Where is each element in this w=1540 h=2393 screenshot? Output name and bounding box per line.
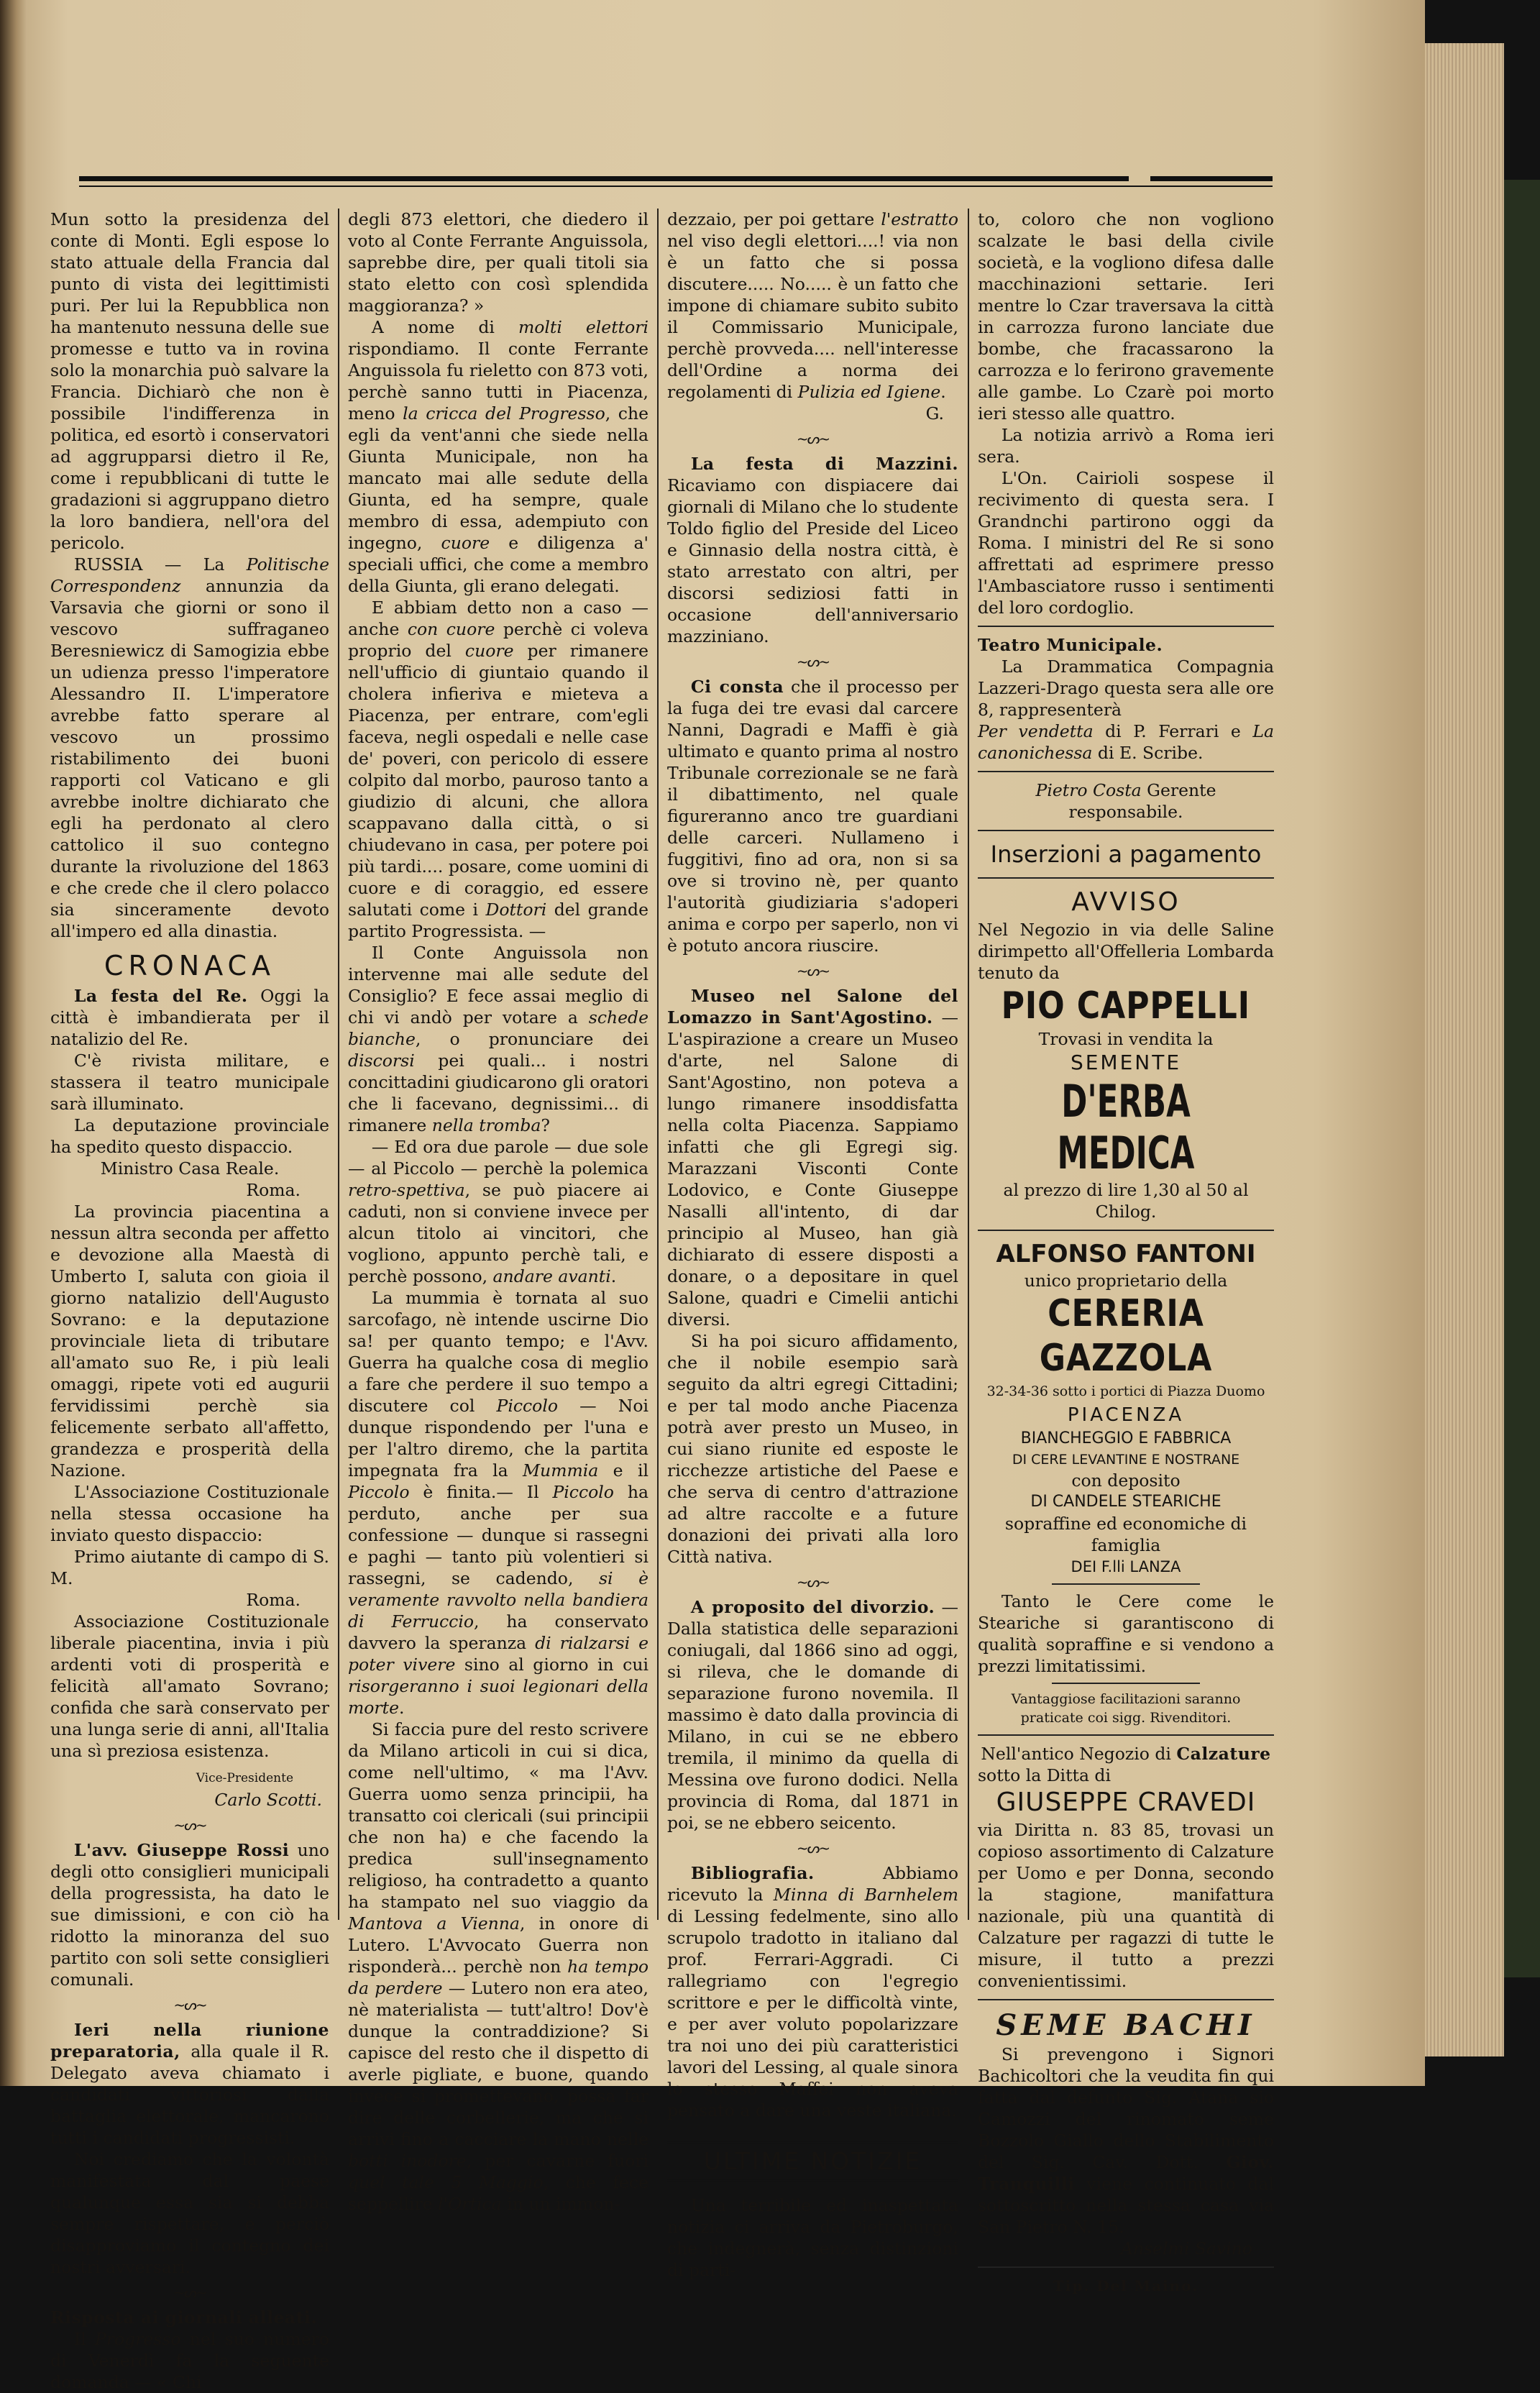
ornament-divider: ~ᔕ~ — [173, 1816, 206, 1834]
text-span: , che egli da vent'anni che siede nella Giunta Municipale, non ha mancato mai alle sedute della Giunta, ed ha sempre, quale membro di essa, adempiuto con ingegno, — [348, 403, 648, 553]
text-span: si è veramente ravvolto nella bandiera di Ferruccio — [348, 1568, 648, 1632]
text-span: alla quale il R. Delegato aveva chiamato i candidati vittoriosi dalla battaglia elettorale, mancarono tutti i candidati progressisti. — [50, 2041, 329, 2148]
signature: Anselmi Savino — [1120, 2238, 1252, 2259]
text-span: e diligenza a' speciali uffici, che come a membro della Giunta, gli erano delegati. — [348, 533, 649, 596]
text-span: uno degli otto consiglieri municipali della progressista, ha dato le sue dimissioni, e con ciò ha ridotto la minoranza del suo partito con soli sette consiglieri comunali. — [50, 1840, 330, 1990]
text-span: risorgeranno i suoi legionari della morte — [348, 1676, 648, 1718]
text-span: Abbiamo ricevuto la — [667, 1863, 958, 1905]
article-heading: Ci consta — [690, 677, 784, 697]
ornament-divider: ~ᔕ~ — [173, 1996, 206, 2013]
text-span: , ha conservato davvero la speranza — [348, 1611, 648, 1653]
divider-line — [978, 1999, 1274, 2000]
article-paragraph — [50, 2328, 329, 2393]
text-span: Piccolo — [348, 1482, 410, 1502]
article-paragraph — [50, 554, 329, 942]
ad-text: DI CERE LEVANTINE E NOSTRANE — [1012, 1452, 1240, 1468]
ad-name — [978, 984, 1274, 1028]
left-page-edge — [0, 0, 27, 2086]
divider-line — [978, 830, 1274, 831]
text-span: Piccolo — [496, 1396, 558, 1416]
text-span: Il — [73, 2329, 95, 2349]
article-heading: La festa di Mazzini. — [690, 454, 958, 474]
ad-pio-cappelli — [978, 886, 1274, 1222]
ad-heading: AVVISO — [1071, 887, 1181, 917]
text-span: La mummia è tornata al suo sarcofago, nè intende uscirne Dio sa! per quanto tempo; e l'Avv. Guerra ha qualche cosa di meglio a fare che perdere il suo tempo a discutere col — [348, 1288, 648, 1416]
text-span: D'ERBA MEDICA — [1057, 1075, 1195, 1179]
signature: Carlo Scotti. — [214, 1790, 322, 1810]
text-span: dezzaio, per poi gettare — [667, 209, 881, 229]
text-span: di Lessing fedelmente, sino allo scrupolo tradotto in italiano dal prof. Ferrari-Aggradi. Ci rallegriamo con l'egregio scrittore e per le difficoltà vinte, e per aver voluto popolarizzare tra noi uno dei più caratteristici lavori del Lessing, al quale sinora lo stesso Maffei non aveva pensato a dare una veste italiana. — [667, 1906, 958, 2120]
section-title-ultime-notizie: ULTIME NOTIZIE — [667, 2141, 958, 2182]
text-span: Calzature — [1176, 1744, 1271, 1764]
column-4 — [978, 209, 1274, 2297]
ad-name: ALFONSO FANTONI — [996, 1240, 1256, 1268]
article-heading-line — [50, 2307, 329, 2328]
article-paragraph: degli 873 elettori, che diedero il voto al Conte Ferrante Anguissola, saprebbe dire, per quali titoli sia stato eletto con così splendida maggioranza? » — [348, 209, 648, 316]
text-span: , che fece seppellire — [348, 2172, 648, 2214]
text-span: . — [610, 1266, 617, 1286]
divider-line — [978, 1230, 1274, 1231]
article-heading: Bibliografia. — [690, 1863, 815, 1883]
text-span: — L'aspirazione a creare un Museo d'arte, nel Salone di Sant'Agostino, non poteva a lungo rimanere insoddisfatta nella colta Piacenza. Sappiamo infatti che gli Egregi sig. Marazzani Visconti Conte Lodovico, e Conte Giuseppe Nasalli all'intento, di dar principio al Museo, han già dichiarato di essere disposti a donare, o a depositare in quel Salone, quadri e Cimelii antichi diversi. — [667, 1007, 958, 1330]
article-paragraph: Si ha poi sicuro affidamento, che il nobile esempio sarà seguito da altri egregi Cittadini; e per tal modo anche Piacenza potrà aver presto un Museo, in cui siano riunite ed esposte le ricchezze artistiche del Paese e che serva di centro d'attrazione ad altre raccolte e a future donazioni dei privati alla loro Città nativa. — [667, 1331, 958, 1567]
text-span: — Ed ora due parole — due sole — al Piccolo — perchè la polemica — [348, 1137, 648, 1179]
text-span: , in onore di Lutero. L'Avvocato Guerra non risponderà... perchè non — [348, 1913, 648, 1977]
article-paragraph — [50, 985, 329, 1050]
text-span: CERERIA GAZZOLA — [1039, 1292, 1213, 1380]
article-heading: Ieri nella riunione preparatoria, — [50, 2020, 329, 2062]
text-span: di E. Scribe. — [1092, 743, 1204, 763]
text-span: A nome di — [371, 317, 518, 337]
text-span: rispondiamo. Il conte Ferrante Anguissola fu rieletto con 873 voti, perchè sanno tutti in Piacenza, meno — [348, 339, 648, 424]
text-span: ha tempo da perdere — [348, 1957, 648, 1998]
text-span: l'estratto — [881, 209, 958, 229]
divider-line — [978, 1734, 1274, 1736]
ad-text — [978, 1743, 1274, 1765]
ornament-divider: ~ᔕ~ — [796, 962, 830, 979]
text-span: — Lutero non era ateo, nè materialista — tutt'altro! Dov'è dunque la contraddizione? Si capisce del resto che il dispetto di averle pigliate, e buone, quando invece si promettevano, possa far dire delle corbellerie, ma che si arrivi fino a cacciare la mano nelle — [348, 1978, 648, 2149]
text-span: quel tale 5 Maggio — [348, 2172, 544, 2192]
article-paragraph: to, coloro che non vogliono scalzate le basi della civile società, e la vogliono difesa dalle macchinazioni settarie. Ieri mentre lo Czar traversava la città in carrozza furono lanciate due bombe, che fracassarono la carrozza e lo ferirono gravemente alle gambe. Lo Czarè poi morto ieri stesso alle quattro. — [978, 209, 1274, 424]
article-paragraph: La notizia arrivò a Roma ieri sera. — [978, 425, 1274, 467]
text-span: sino al giorno in cui — [455, 1655, 648, 1675]
article-heading: Teatro Municipale. — [978, 635, 1163, 655]
text-span: schede bianche — [348, 1007, 648, 1049]
text-span: viene continuato dal sottoscritto nella stessa casa via San Pietro N. 15. — [978, 2174, 1274, 2237]
article-paragraph — [667, 985, 958, 1330]
article-paragraph — [348, 316, 648, 597]
article-paragraph — [348, 597, 648, 942]
ad-price: al prezzo di lire 1,30 al 50 al Chilog. — [1003, 1180, 1249, 1222]
text-span: ? — [541, 1115, 551, 1135]
telegram-address: Ministro Casa Reale. — [100, 1158, 280, 1179]
top-rule-main — [79, 176, 1129, 181]
article-heading: Museo nel Salone del Lomazzo in Sant'Agostino. — [667, 986, 958, 1028]
column-separator — [968, 209, 969, 1920]
divider-line — [1052, 1583, 1200, 1585]
text-span: . — [399, 1698, 405, 1718]
ornament-divider: ~ᔕ~ — [796, 653, 830, 670]
article-paragraph — [978, 720, 1274, 764]
section-title-cronaca: CRONACA — [104, 950, 276, 982]
ornament-divider: ~ᔕ~ — [796, 430, 830, 447]
text-span: . — [940, 382, 946, 402]
text-span: La canonichessa — [978, 721, 1274, 763]
ad-cereria-gazzola — [978, 1238, 1274, 1727]
ad-text: via Diritta n. 83 85, trovasi un copioso assortimento di Calzature per Uomo e per Donna, secondo la stagione, manifattura nazionale, più una quantità di Calzature per ragazzi di tutte le misure, il tutto a prezzi convenientissimi. — [978, 1820, 1274, 1991]
signature: G. — [925, 403, 944, 424]
text-span: Giov. Tranquilli — [978, 2152, 1274, 2194]
book-spine — [1504, 180, 1540, 1977]
page-block-edge — [1425, 43, 1504, 2056]
column-2 — [348, 209, 648, 2215]
responsible-manager — [978, 779, 1274, 823]
text-span: nel suo numero di Venerdì fa la seguente domanda — « Chi — [50, 2329, 329, 2392]
printer-imprint: Tip. Del Maino. — [1053, 2277, 1199, 2294]
article-paragraph: Mun sotto la presidenza del conte di Monti. Egli espose lo stato attuale della Francia dal punto di vista dei legittimisti puri. Per lui la Repubblica non ha mantenuto nessuna delle sue promesse e tutto va in rovina solo la monarchia può salvare la Francia. Dichiarò che non è possibile l'indifferenza in politica, ed esortò i conservatori ad aggrupparsi dietro il Re, come i repubblicani di tutte le gradazioni si aggruppano dietro la loro bandiera, nell'ora del pericolo. — [50, 209, 329, 553]
ad-text: unico proprietario della — [1024, 1271, 1228, 1291]
article-paragraph: Una terribile ed inaspettata notizia ci arriva da Pietroburgo, che indegnerà, senza distinzioni di parti- — [667, 2195, 958, 2280]
text-span: Pietro Costa — [1035, 780, 1142, 800]
telegram-address: Primo aiutante di campo di S. M. — [50, 1547, 329, 1588]
ad-text: SEMENTE — [1070, 1051, 1182, 1074]
text-span: ha perduto, anche per sua confessione — dunque si rassegni e paghi — tanto più volentieri si rassegni, se cadendo, — [348, 1482, 648, 1588]
article-paragraph — [667, 676, 958, 956]
text-span: del grande partito Progressista. — — [348, 900, 649, 941]
telegram-city: Roma. — [246, 1180, 301, 1200]
telegram-city: Roma. — [246, 1590, 301, 1610]
text-span: e il — [598, 1460, 648, 1481]
text-span: annunzia da Varsavia che giorni or sono il vescovo suffraganeo Beresniewicz di Samogizia ebbe un udienza presso l'imperatore Alessandro II. L'imperatore avrebbe fatto sperare al vescovo un prossimo ristabilimento dei buoni rapporti col Vaticano e gli avrebbe inoltre dichiarato che egli ha perdonato al clero cattolico il suo contegno durante la rivoluzione del 1863 e che crede che il clero polacco sia sinceramente devoto all'impero ed alla dinastia. — [50, 576, 329, 941]
article-paragraph: La Drammatica Compagnia Lazzeri-Drago questa sera alle ore 8, rappresenterà — [978, 656, 1274, 720]
article-paragraph — [667, 1862, 958, 2121]
ad-text: sotto la Ditta di — [978, 1765, 1111, 1785]
text-span: Piccolo — [552, 1482, 614, 1502]
ad-text: DEI F.lli LANZA — [1071, 1558, 1181, 1575]
divider-line — [978, 626, 1274, 627]
article-paragraph: La deputazione provinciale ha spedito questo dispaccio. — [50, 1115, 329, 1157]
text-span: nel viso degli elettori....! via non è un fatto che si possa discutere..... No..... è un fatto che impone di chiamare subito subito il Commissario Municipale, perchè provveda.... nell'interesse dell'Ordine a norma dei regolamenti di — [667, 231, 958, 402]
text-span: RUSSIA — La — [73, 554, 247, 575]
text-span: che il processo per la fuga dei tre evasi dal carcere Nanni, Dagradi e Maffi è già ultimato e quanto prima al nostro Tribunale correzionale se ne farà il dibattimento, nel quale figureranno anco tre guardiani delle carceri. Nullameno i fuggitivi, fino ad ora, non si sa ove si trovino nè, per quanto l'autorità giudiziaria s'adoperi anima e corpo per saperlo, non vi è potuto ancora riuscire. — [667, 677, 958, 956]
text-span: Mantova a Vienna — [348, 1913, 520, 1934]
ad-seme-bachi — [978, 2008, 1274, 2259]
ads-section-title: Inserzioni a pagamento — [990, 841, 1262, 868]
article-heading: A proposito del divorzio. — [690, 1597, 935, 1617]
article-paragraph — [348, 942, 648, 1136]
top-rule-thin — [79, 186, 1273, 187]
article-paragraph — [348, 1719, 648, 2215]
text-span: Il Conte Anguissola non intervenne mai alle sedute del Consiglio? E fece assai meglio di chi vi andò per votare a — [348, 943, 648, 1028]
ad-address: 32-34-36 sotto i portici di Piazza Duomo — [986, 1383, 1265, 1399]
signature-title: Vice-Presidente — [196, 1771, 293, 1785]
divider-line — [978, 771, 1274, 772]
article-paragraph — [50, 1839, 329, 1990]
article-paragraph — [667, 209, 958, 403]
text-span: nella tromba — [431, 1115, 541, 1135]
text-span: Mummia — [523, 1460, 599, 1481]
ad-text: sopraffine ed economiche di famiglia — [1004, 1514, 1247, 1555]
text-span: Politische Correspondenz — [50, 554, 329, 596]
article-paragraph — [348, 1287, 648, 1719]
text-span: di P. Ferrari e — [1093, 721, 1253, 741]
text-span: E abbiam detto non a caso — anche — [348, 598, 648, 639]
text-span: la cricca del Progresso — [403, 403, 605, 424]
ad-text — [978, 2044, 1274, 2238]
article-heading: La festa del Re. — [73, 986, 248, 1006]
text-span: Ricaviamo con dispiacere dai giornali di Milano che lo studente Toldo figlio del Preside del Liceo e Ginnasio della nostra città, è stato arrestato con altri, per discorsi sediziosi fatti in occasione dell'anniversario mazziniano. — [667, 475, 958, 646]
ad-text: BIANCHEGGIO E FABBRICA — [1020, 1429, 1232, 1447]
divider-line — [978, 877, 1274, 879]
ad-text: con deposito — [1071, 1470, 1181, 1491]
text-span: di rialzarsi e poter vivere — [348, 1633, 648, 1675]
text-span: — Noi dunque rispondendo per l'una e per l'altro diremo, che la partita impegnata fra la — [348, 1396, 648, 1481]
text-span: pei quali... i nostri concittadini giudicarono gli oratori che li facevano, degnissimi... di rimanere — [348, 1051, 648, 1135]
ornament-divider: ~ᔕ~ — [796, 1573, 830, 1591]
text-span: Dottori — [485, 900, 547, 920]
article-paragraph: Associazione Costituzionale liberale piacentina, invia i più ardenti voti di prosperità e felicità all'amato Sovrano; confida che sarà conservato per una lunga serie di anni, all'Italia una sì preziosa esistenza. — [50, 1611, 329, 1761]
text-span: Nell'antico Negozio di — [981, 1744, 1177, 1764]
top-rule-right — [1150, 176, 1273, 181]
ornament-divider: ~ᔕ~ — [796, 1839, 830, 1857]
article-paragraph: C'è rivista militare, e stassera il teatro municipale sarà illuminato. — [50, 1051, 329, 1114]
ad-text: Nel Negozio in via delle Saline dirimpetto all'Offelleria Lombarda tenuto da — [978, 920, 1274, 983]
text-span: l'Ortica — [438, 2194, 502, 2214]
ad-name — [978, 1291, 1274, 1381]
text-span: Pulizia ed Igiene — [797, 382, 941, 402]
ad-name: GIUSEPPE CRAVEDI — [996, 1788, 1256, 1817]
text-span: PIO CAPPELLI — [1001, 984, 1251, 1028]
text-span: Gerente responsabile. — [1068, 780, 1216, 822]
article-heading-line — [978, 634, 1274, 656]
text-span: Si faccia pure del resto scrivere da Milano articoli in cui si dica, come nell'ultimo, « ma l'Avv. Guerra uomo senza principii, ha transatto coi clericali (sui principii che non ha) e che facendo la predica sull'insegnamento religioso, ha contradetto a quanto ha stampato nel suo viaggio da — [348, 1719, 648, 1912]
article-heading: L'avv. Giuseppe Rossi — [73, 1840, 290, 1860]
ad-city: PIACENZA — [1067, 1404, 1185, 1426]
text-span: — Dalla statistica delle separazioni coniugali, dal 1866 sino ad oggi, si rileva, che le domande di separazione furono novemila. Il massimo è dato dalla provincia di Milano, in cui se ne ebbero tremila, il minimo da quella di Messina ove furono dodici. Nella provincia di Roma, dal 1871 in poi, se ne ebbero seicento. — [667, 1597, 958, 1833]
text-span: Per vendetta — [978, 721, 1094, 741]
text-span: cuore — [441, 533, 490, 553]
text-span: in un immon- — [501, 2194, 620, 2214]
text-span: cuore — [464, 641, 514, 661]
article-heading: Risposta ai giornali alleati. — [50, 2307, 318, 2328]
text-span: retro-spettiva — [348, 1180, 465, 1200]
ad-text: DI CANDELE STEARICHE — [1030, 1493, 1222, 1511]
text-span: , per cavarne fuori — [466, 2151, 648, 2171]
ad-cravedi — [978, 1743, 1274, 1992]
divider-line — [1052, 1683, 1200, 1684]
text-span: per rimanere nell'ufficio di giuntaio quando il cholera infieriva e mieteva a Piacenza, per entrare, com'egli faceva, negli ospedali e nelle case de' poveri, con pericolo di essere colpito dal morbo, pauroso tanto a giudizio di alcuni, che allora scappavano dalla città, o si chiudevano in casa, per potere poi più tardi.... posare, come uomini di cuore e di coraggio, ed essere salutati come i — [348, 641, 648, 920]
ad-text: Vantaggiose facilitazioni saranno praticate coi sigg. Rivenditori. — [1011, 1691, 1241, 1726]
ad-heading: SEME BACHI — [996, 2008, 1256, 2042]
ornament-divider: ~ᔕ~ — [173, 2284, 206, 2301]
column-separator — [657, 209, 659, 1920]
article-paragraph: Noi crediamo che la volontà manifestata dal paese qualunque essa sia si debba sempre rispettare, e perciò disapproviamo il contegno dei nostri avversari. — [50, 2149, 329, 2277]
ad-text: Tanto le Cere come le Steariche si garantiscono di qualità sopraffine e si vendono a prezzi limitatissimi. — [978, 1591, 1274, 1676]
article-paragraph — [348, 1136, 648, 1287]
ad-text: Trovasi in vendita la — [1038, 1029, 1214, 1049]
ad-product — [978, 1076, 1274, 1179]
article-paragraph: L'Associazione Costituzionale nella stessa occasione ha inviato questo dispaccio: — [50, 1482, 329, 1545]
text-span: discorsi — [348, 1051, 415, 1071]
text-span: Oggi la città è imbandierata per il natalizio del Re. — [50, 986, 329, 1049]
text-span: , se può piacere ai caduti, non si conviene invece per alcun titolo ai vincitori, che vogliono, appunto perchè tali, e perchè possono, — [348, 1180, 648, 1286]
divider-line — [978, 2266, 1274, 2268]
text-span: perchè ci voleva proprio del — [348, 619, 649, 661]
text-span: è finita.— Il — [409, 1482, 553, 1502]
text-span: Progresso — [94, 2329, 181, 2349]
text-span: botti inodore — [348, 2151, 467, 2171]
article-paragraph: L'On. Cairioli sospese il recivimento di questa sera. I Grandnchi partirono oggi da Roma. I ministri del Re si sono affrettati ad esprimere presso l'Ambasciatore russo i sentimenti del loro cordoglio. — [978, 468, 1274, 618]
column-1 — [50, 209, 329, 2393]
text-span: Minna di Barnhelem — [773, 1885, 958, 1905]
text-span: molti elettori — [518, 317, 648, 337]
text-span: andare avanti — [492, 1266, 611, 1286]
text-span: , o pronunciare dei — [415, 1029, 648, 1049]
article-paragraph — [667, 1596, 958, 1834]
article-paragraph — [667, 453, 958, 647]
article-paragraph: La provincia piacentina a nessun altra seconda per affetto e devozione alla Maestà di Umberto I, saluta con gioia il giorno natalizio dell'Augusto Sovrano: e la deputazione provinciale lieta di tributare all'amato suo Re, i più leali omaggi, ripete voti ed augurii fervidissimi perchè sia felicemente serbato all'affetto, grandezza e prosperità della Nazione. — [50, 1202, 329, 1481]
article-paragraph — [50, 2019, 329, 2149]
column-separator — [338, 209, 339, 1920]
text-span: con cuore — [407, 619, 495, 639]
column-3 — [667, 209, 958, 2281]
text-span: Si prevengono i Signori Bachicoltori che la veudita fin qui fatta dal defunto Sig. Atana sio Camozzi del rinomato seme Bozzolo Giallo dello Stabilimento del Sig. Cav. Dott. — [978, 2044, 1274, 2172]
